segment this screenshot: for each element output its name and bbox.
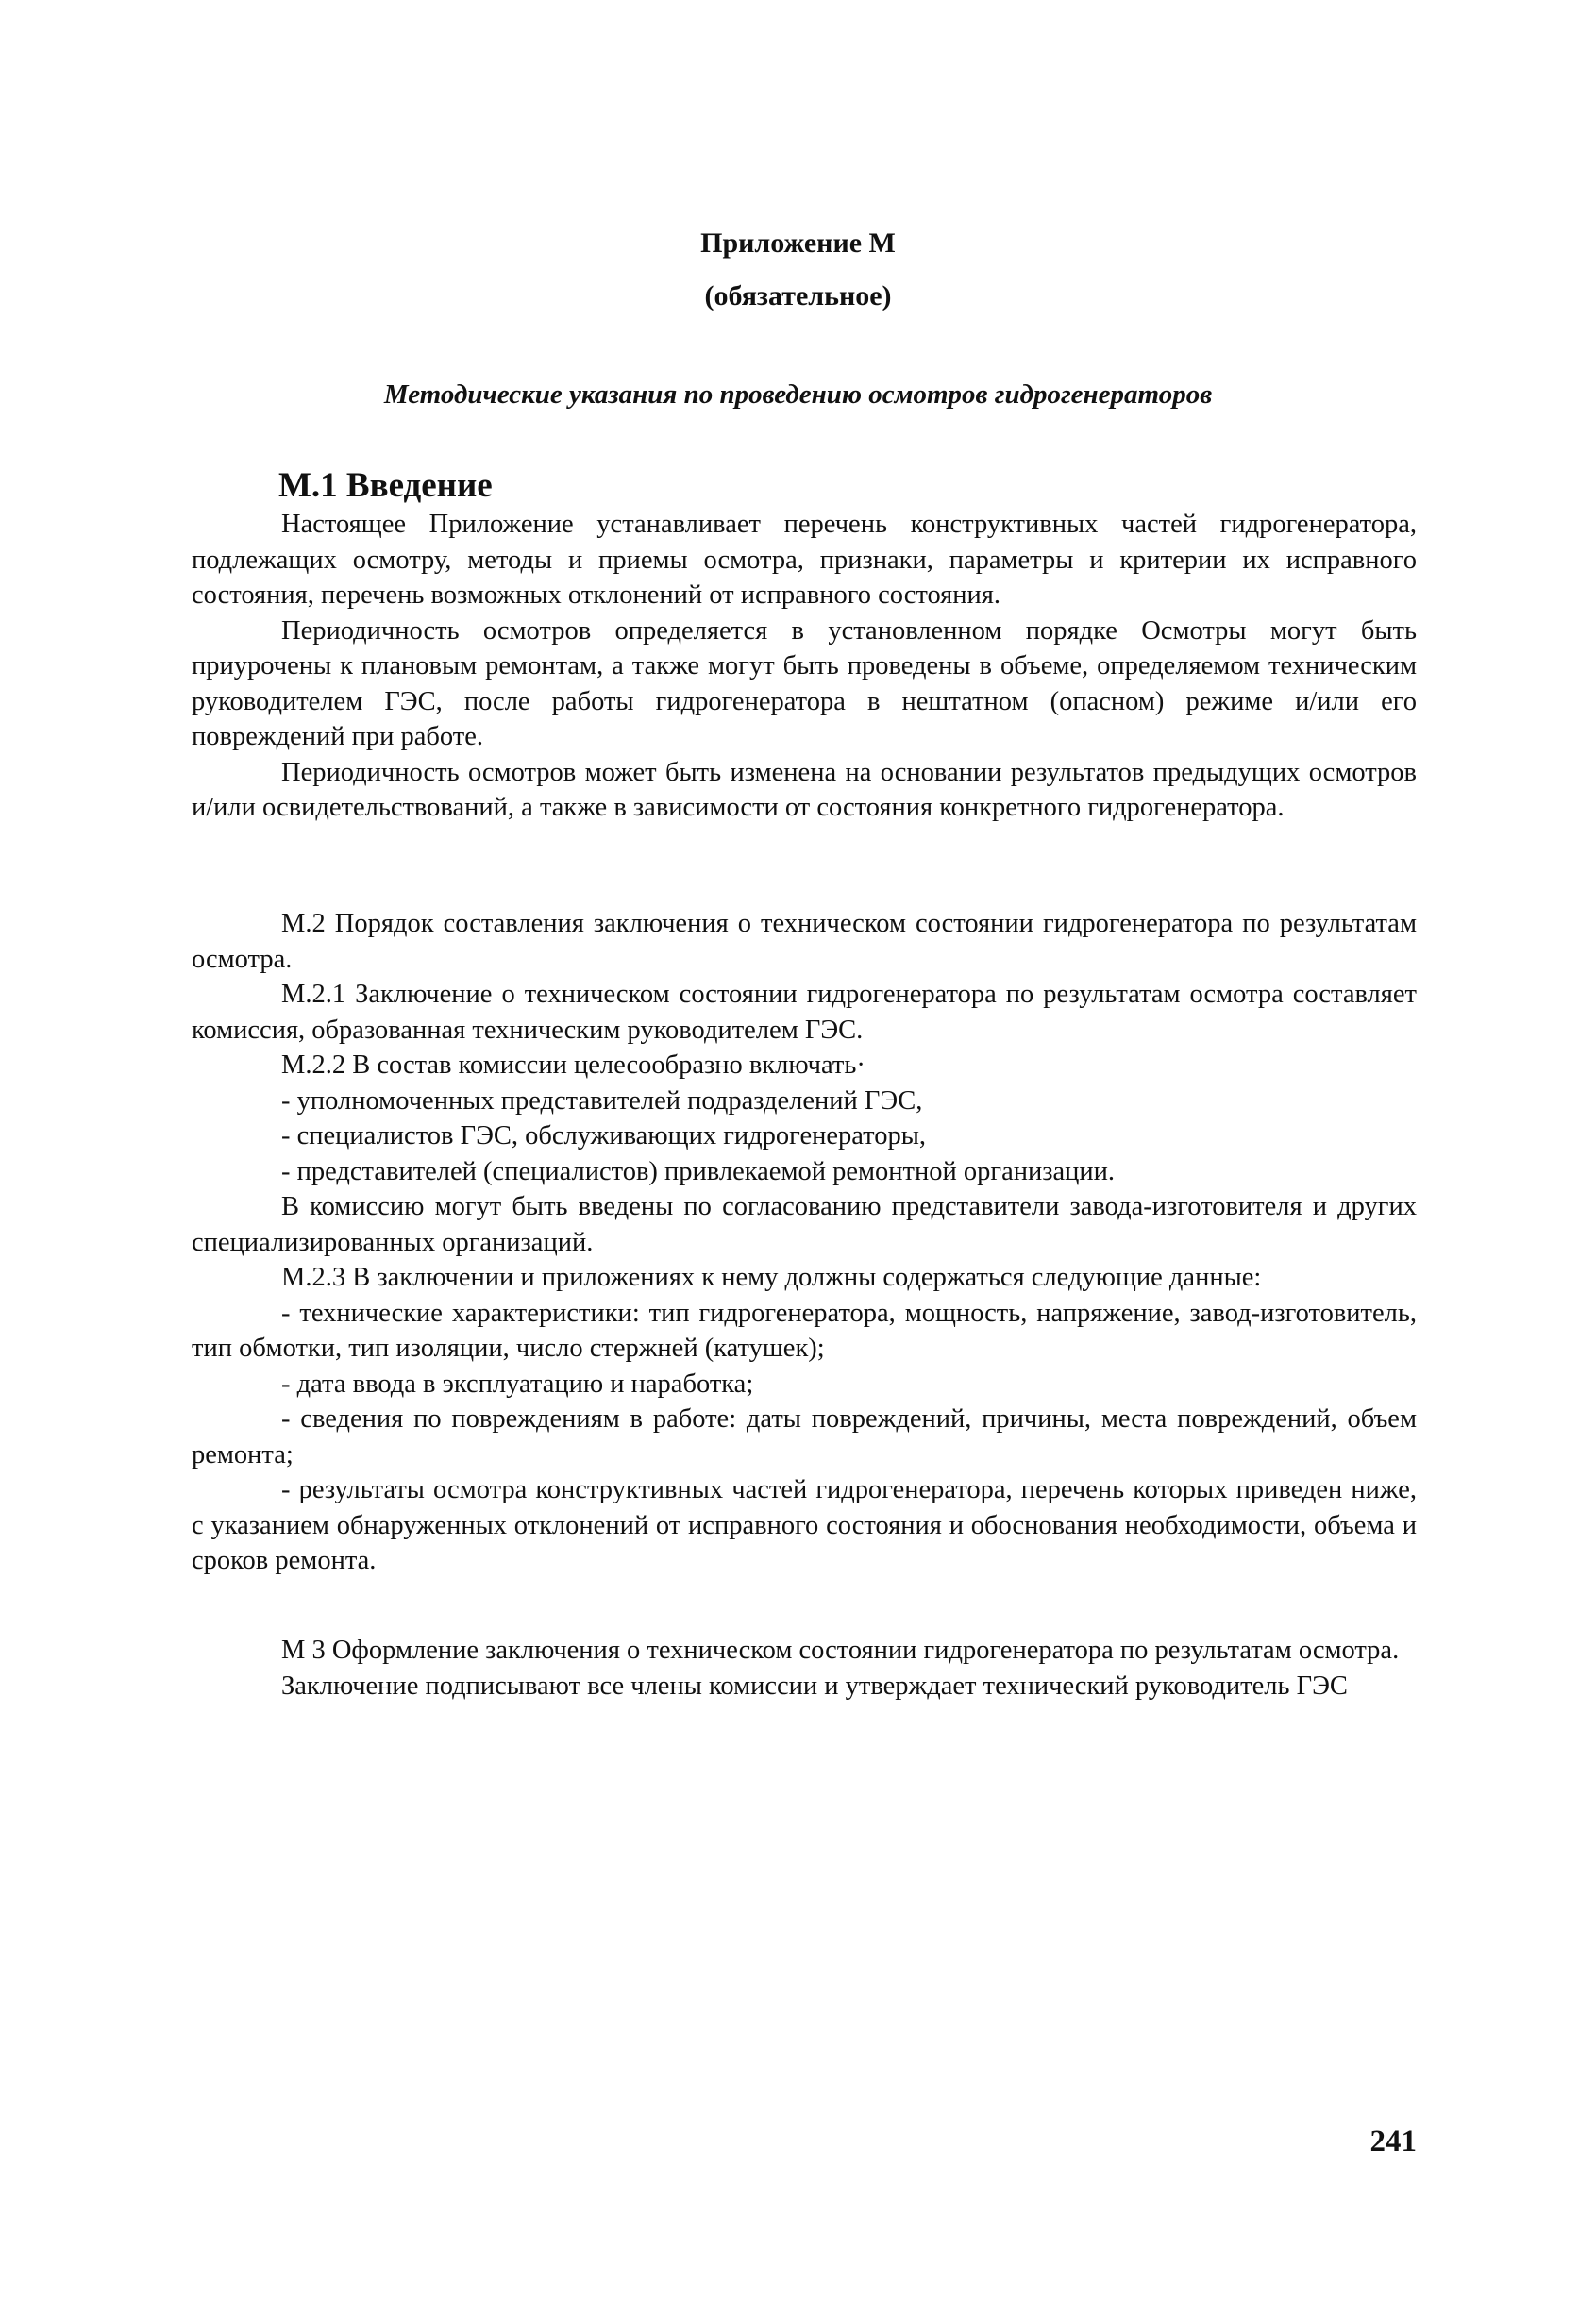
section-m3-title: М 3 Оформление заключения о техническом состоянии гидрогенератора по результатам осмотра.	[281, 1636, 1400, 1665]
list-item: - уполномоченных представителей подразделений ГЭС,	[281, 1085, 923, 1116]
list-item: - дата ввода в эксплуатацию и наработка;	[281, 1369, 754, 1399]
paragraph: Периодичность осмотров определяется в установленном порядке Осмотры могут быть приурочены к плановым ремонтам, а также могут быть проведены в объеме, определяемом техническим руководителем ГЭС, после работы гидрогенератора в нештатном (опасном) режиме и/или его повреждений при работе.	[192, 615, 1417, 751]
section-m1-title: М.1 Введение	[278, 466, 493, 505]
paragraph: М.2.2 В состав комиссии целесообразно включать·	[281, 1050, 865, 1080]
paragraph: Периодичность осмотров может быть изменена на основании результатов предыдущих осмотров и/или освидетельствований, а также в зависимости от состояния конкретного гидрогенератора.	[192, 757, 1417, 822]
appendix-title: Приложение М	[700, 227, 896, 259]
page-number: 241	[1369, 2125, 1417, 2158]
section-m1-body	[192, 507, 1417, 826]
list-item: - представителей (специалистов) привлекаемой ремонтной организации.	[281, 1156, 1116, 1186]
list-item: - результаты осмотра конструктивных частей гидрогенератора, перечень которых приведен ниже, с указанием обнаруженных отклонений от исправного состояния и обоснования необходимости, объема и сроков ремонта.	[192, 1475, 1417, 1575]
paragraph: М.2.1 Заключение о техническом состоянии гидрогенератора по результатам осмотра составляет комиссия, образованная техническим руководителем ГЭС.	[192, 980, 1417, 1045]
section-m3-body	[192, 1633, 1417, 1704]
section-m2-body	[192, 906, 1417, 1579]
list-item: - технические характеристики: тип гидрогенератора, мощность, напряжение, завод-изготовитель, тип обмотки, тип изоляции, число стержней (катушек);	[192, 1298, 1417, 1363]
list-item: - сведения по повреждениям в работе: даты повреждений, причины, места повреждений, объем ремонта;	[192, 1404, 1417, 1470]
section-m2-title: М.2 Порядок составления заключения о техническом состоянии гидрогенератора по результатам осмотра.	[192, 909, 1417, 974]
paragraph: В комиссию могут быть введены по согласованию представители завода-изготовителя и других специализированных организаций.	[192, 1192, 1417, 1257]
paragraph: Настоящее Приложение устанавливает перечень конструктивных частей гидрогенератора, подлежащих осмотру, методы и приемы осмотра, признаки, параметры и критерии их исправного состояния, перечень возможных отклонений от исправного состояния.	[192, 510, 1417, 610]
paragraph: Заключение подписывают все члены комиссии и утверждает технический руководитель ГЭС	[281, 1671, 1348, 1701]
appendix-status: (обязательное)	[704, 280, 892, 311]
appendix-subtitle: Методические указания по проведению осмотров гидрогенераторов	[383, 379, 1213, 410]
paragraph: М.2.3 В заключении и приложениях к нему должны содержаться следующие данные:	[281, 1263, 1262, 1292]
list-item: - специалистов ГЭС, обслуживающих гидрогенераторы,	[281, 1121, 927, 1150]
